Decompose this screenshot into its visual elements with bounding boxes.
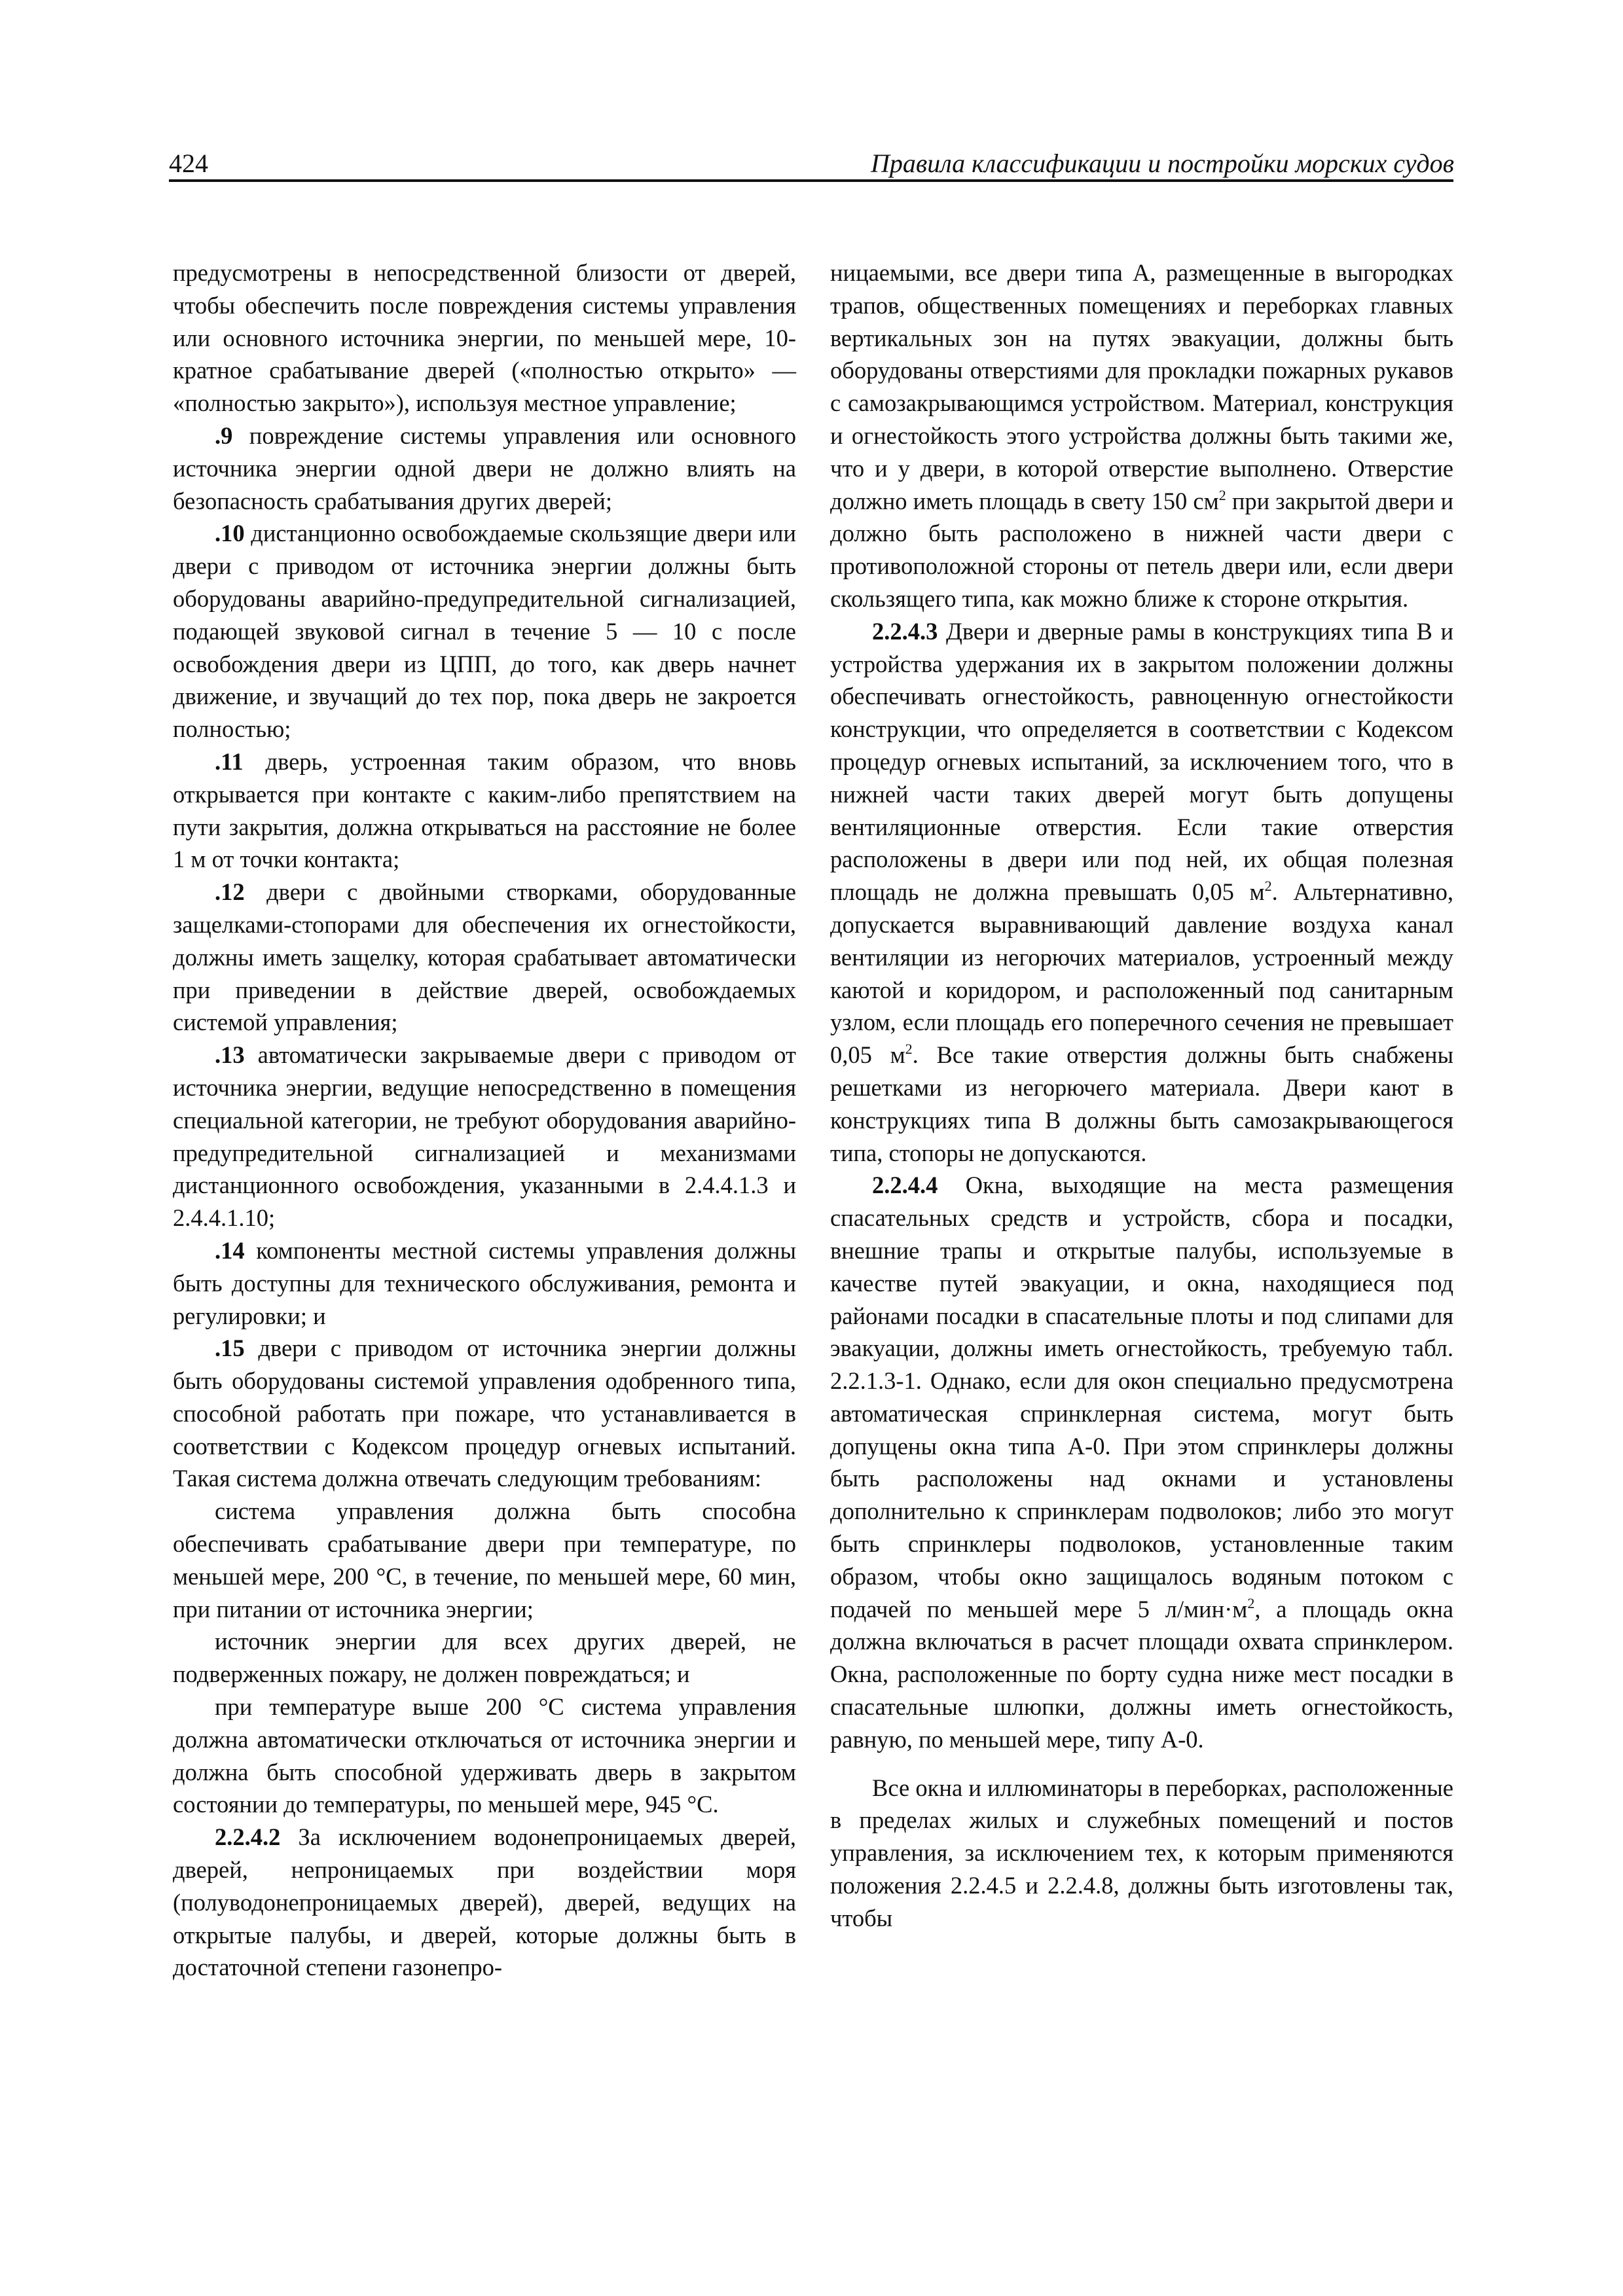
- header-rule: [169, 179, 1453, 182]
- paragraph: предусмотрены в непосредственной близости от дверей, чтобы обеспечить после повреждения системы управления или основного источника энергии, по меньшей мере, 10-кратное срабатывание дверей («полностью открыто» — «полностью закрыто»), используя местное управление;: [173, 259, 796, 417]
- list-item: .11 дверь, устроенная таким образом, что вновь открывается при контакте с каким-либо препятствием на пути закрытия, должна открываться на расстояние не более 1 м от точки контакта;: [173, 747, 796, 873]
- list-item: .13 автоматически закрываемые двери с приводом от источника энергии, ведущие непосредственно в помещения специальной категории, не требуют оборудования аварийно-предупредительной сигнализацией и механизмами дистанционного освобождения, указанными в 2.4.4.1.3 и 2.4.4.1.10;: [173, 1041, 796, 1232]
- list-item: .12 двери с двойными створками, оборудованные защелками-стопорами для обеспечения их огнестойкости, должны иметь защелку, которая срабатывает автоматически при приведении в действие дверей, освобождаемых системой управления;: [173, 878, 796, 1036]
- running-title: Правила классификации и постройки морских судов: [870, 149, 1454, 178]
- requirement: источник энергии для всех других дверей, не подверженных пожару, не должен повреждаться; и: [173, 1628, 796, 1688]
- paragraph: ницаемыми, все двери типа А, размещенные в выгородках трапов, общественных помещениях и переборках главных вертикальных зон на путях эвакуации, должны быть оборудованы отверстиями для прокладки пожарных рукавов с самозакрывающимся устройством. Материал, конструкция и огнестойкость этого устройства должны быть такими же, что и у двери, в которой отверстие выполнено. Отверстие должно иметь площадь в свету 150 $см^2$ при закрытой двери и должно быть расположено в нижней части двери с противоположной стороны от петель двери или, если двери скользящего типа, как можно ближе к стороне открытия.: [830, 259, 1453, 612]
- left-column: [173, 257, 796, 1984]
- list-item: .14 компоненты местной системы управления должны быть доступны для технического обслуживания, ремонта и регулировки; и: [173, 1236, 796, 1329]
- right-column: [830, 257, 1453, 1935]
- paragraph: Все окна и иллюминаторы в переборках, расположенные в пределах жилых и служебных помещений и постов управления, за исключением тех, к которым применяются положения 2.2.4.5 и 2.2.4.8, должны быть изготовлены так, чтобы: [830, 1774, 1453, 1931]
- section-paragraph: 2.2.4.2 За исключением водонепроницаемых дверей, дверей, непроницаемых при воздействии моря (полуводонепроницаемых дверей), дверей, ведущих на открытые палубы, и дверей, которые должны быть в достаточной степени газонепро-: [173, 1823, 796, 1981]
- requirement: система управления должна быть способна обеспечивать срабатывание двери при температуре, по меньшей мере, 200 °С, в течение, по меньшей мере, 60 мин, при питании от источника энергии;: [173, 1498, 796, 1623]
- section-paragraph: 2.2.4.4 Окна, выходящие на места размещения спасательных средств и устройств, сбора и посадки, внешние трапы и открытые палубы, используемые в качестве путей эвакуации, и окна, находящиеся под районами посадки в спасательные плоты и под слипами для эвакуации, должны иметь огнестойкость, требуемую табл. 2.2.1.3-1. Однако, если для окон специально предусмотрена автоматическая спринклерная система, могут быть допущены окна типа А-0. При этом спринклеры должны быть расположены над окнами и установлены дополнительно к спринклерам подволоков; либо это могут быть спринклеры подволоков, установленные таким образом, чтобы окно защищалось водяным потоком с подачей по меньшей мере 5 $л/мин\cdot м^2$, а площадь окна должна включаться в расчет площади охвата спринклером. Окна, расположенные по борту судна ниже мест посадки в спасательные шлюпки, должны иметь огнестойкость, равную, по меньшей мере, типу А-0.: [830, 1172, 1453, 1753]
- requirement: при температуре выше 200 °С система управления должна автоматически отключаться от источника энергии и должна быть способной удерживать дверь в закрытом состоянии до температуры, по меньшей мере, 945 °С.: [173, 1693, 796, 1818]
- list-item: .10 дистанционно освобождаемые скользящие двери или двери с приводом от источника энергии должны быть оборудованы аварийно-предупредительной сигнализацией, подающей звуковой сигнал в течение 5 — 10 с после освобождения двери из ЦПП, до того, как дверь начнет движение, и звучащий до тех пор, пока дверь не закроется полностью;: [173, 520, 796, 743]
- page-number: 424: [169, 149, 208, 178]
- section-paragraph: 2.2.4.3 Двери и дверные рамы в конструкциях типа В и устройства удержания их в закрытом положении должны обеспечивать огнестойкость, равноценную огнестойкости конструкции, что определяется в соответствии с Кодексом процедур огневых испытаний, за исключением того, что в нижней части таких дверей могут быть допущены вентиляционные отверстия. Если такие отверстия расположены в двери или под ней, их общая полезная площадь не должна превышать 0,05 $м^2$. Альтернативно, допускается выравнивающий давление воздуха канал вентиляции из негорючих материалов, устроенный между каютой и коридором, и расположенный под санитарным узлом, если площадь его поперечного сечения не превышает 0,05 $м^2$. Все такие отверстия должны быть снабжены решетками из негорючего материала. Двери кают в конструкциях типа В должны быть самозакрывающегося типа, стопоры не допускаются.: [830, 617, 1453, 1166]
- list-item: .15 двери с приводом от источника энергии должны быть оборудованы системой управления одобренного типа, способной работать при пожаре, что устанавливается в соответствии с Кодексом процедур огневых испытаний. Такая система должна отвечать следующим требованиям:: [173, 1335, 796, 1492]
- list-item: .9 повреждение системы управления или основного источника энергии одной двери не должно влиять на безопасность срабатывания других дверей;: [173, 422, 796, 514]
